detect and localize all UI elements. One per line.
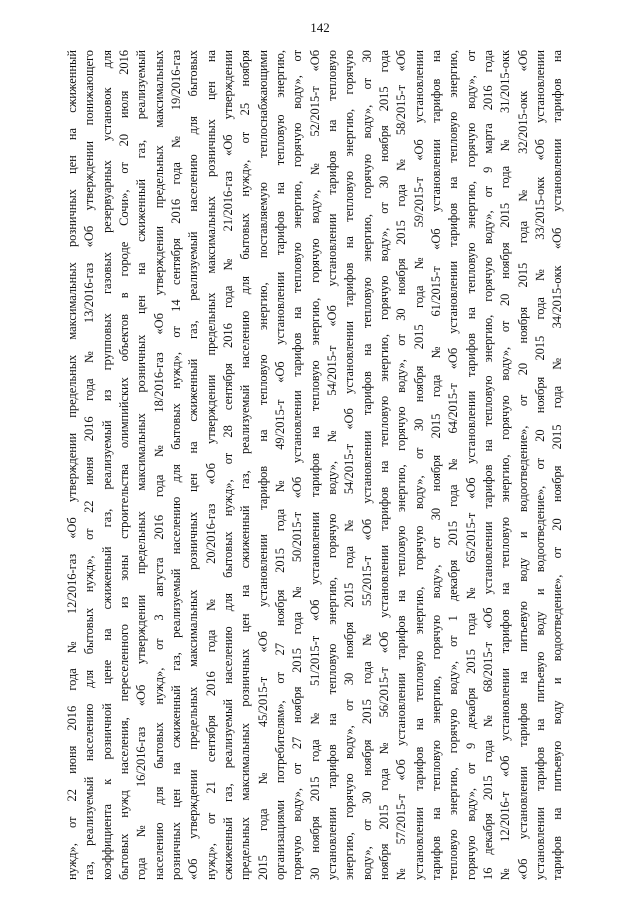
body-text bbox=[64, 50, 584, 880]
text-line: нужд», от 21 сентября 2016 года № 20/2016-газ «Об утверждении предельных максимальных розничных цен на bbox=[203, 50, 218, 880]
text-line: газ, реализуемый населению для бытовых нужд», от 22 июня 2016 года № 13/2016-газ «Об утверждении понижающего bbox=[82, 50, 97, 880]
text-line: предельных максимальных розничных цен на сжиженный газ, реализуемый населению для бытовых нужд», от 25 ноября bbox=[238, 50, 253, 880]
text-line: розничных цен на сжиженный газ, реализуемый населению для бытовых нужд», от 14 сентября 2016 года № 19/2016-газ bbox=[168, 50, 183, 880]
text-line: «Об установлении тарифов на питьевую воду и водоотведение», от 20 ноября 2015 года № 32/2015-окк «Об bbox=[515, 50, 530, 880]
text-line: 2015 года № 45/2015-т «Об установлении тарифов на тепловую энергию, поставляемую теплоснабжающими bbox=[255, 50, 270, 880]
text-line: тарифов на тепловую энергию, горячую воду», от 30 ноября 2015 года № 61/2015-т «Об установлении тарифов на bbox=[428, 50, 443, 880]
text-line: бытовых нужд населения, переселенного из зоны строительства олимпийских объектов в городе Сочи», от 20 июля 2016 bbox=[116, 50, 131, 880]
text-line: энергию, горячую воду», от 30 ноября 2015 года № 54/2015-т «Об установлении тарифов на тепловую энергию, горячую bbox=[342, 50, 357, 880]
text-line: населению для бытовых нужд», от 3 августа 2016 года № 18/2016-газ «Об утверждении предельных максимальных bbox=[151, 50, 166, 880]
text-line: нужд», от 22 июня 2016 года № 12/2016-газ «Об утверждении предельных максимальных розничных цен на сжиженный bbox=[65, 50, 79, 880]
text-line: 30 ноября 2015 года № 51/2015-т «Об установлении тарифов на тепловую энергию, горячую воду», № 52/2015-т «Об bbox=[307, 50, 322, 880]
text-line: тепловую энергию, горячую воду», от 1 декабря 2015 года № 64/2015-т «Об установлении тарифов на тепловую энергию, bbox=[446, 50, 461, 880]
text-line: № 12/2016-т «Об установлении тарифов на тепловую энергию, горячую воду», от 20 ноября 2015 года № 31/2015-окк bbox=[498, 50, 513, 880]
text-line: года № 16/2016-газ «Об утверждении предельных максимальных розничных цен на сжиженный газ, реализуемый bbox=[134, 50, 149, 880]
text-line: установлении тарифов на питьевую воду и водоотведение», от 20 ноября 2015 года № 33/2015-окк «Об установлении bbox=[532, 50, 547, 880]
text-line: организациями потребителям», от 27 ноября 2015 года № 49/2015-т «Об установлении тарифов на тепловую энергию, bbox=[272, 50, 287, 880]
text-line: 16 декабря 2015 года № 68/2015-т «Об установлении тарифов на тепловую энергию, горячую воду», от 9 марта 2016 года bbox=[480, 50, 495, 880]
page-number: 142 bbox=[310, 20, 330, 35]
text-line: коэффициента к розничной цене на сжиженный газ, реализуемый из групповых газовых резервуарных установок для bbox=[99, 50, 114, 880]
text-line: горячую воду», от 27 ноября 2015 года № 50/2015-т «Об установлении тарифов на тепловую энергию, горячую воду», от bbox=[290, 50, 305, 880]
text-line: ноября 2015 года № 56/2015-т «Об установлении тарифов на тепловую энергию, горячую воду», от 30 ноября 2015 года bbox=[376, 50, 391, 880]
text-line: № 57/2015-т «Об установлении тарифов на тепловую энергию, горячую воду», от 30 ноября 2015 года № 58/2015-т «Об bbox=[394, 50, 409, 880]
text-line: установлении тарифов на тепловую энергию, горячую воду», № 54/2015-т «Об установлении тарифов на тепловую bbox=[324, 50, 339, 880]
text-line: горячую воду», от 9 декабря 2015 года № 65/2015-т «Об установлении тарифов на тепловую энергию, горячую воду», от bbox=[463, 50, 478, 880]
text-line: сжиженный газ, реализуемый населению для бытовых нужд», от 28 сентября 2016 года № 21/2016-газ «Об утверждении bbox=[220, 50, 235, 880]
text-line: «Об утверждении предельных максимальных розничных цен на сжиженный газ, реализуемый населению для бытовых bbox=[186, 50, 201, 880]
text-line: установлении тарифов на тепловую энергию, горячую воду», от 30 ноября 2015 года № 59/2015-т «Об установлении bbox=[411, 50, 426, 880]
text-line: воду», от 30 ноября 2015 года № 55/2015-т «Об установлении тарифов на тепловую энергию, горячую воду», от 30 bbox=[359, 50, 374, 880]
text-line: тарифов на питьевую воду и водоотведение», от 20 ноября 2015 года № 34/2015-окк «Об установлении тарифов на bbox=[550, 50, 565, 880]
rotated-text-area bbox=[64, 50, 584, 880]
